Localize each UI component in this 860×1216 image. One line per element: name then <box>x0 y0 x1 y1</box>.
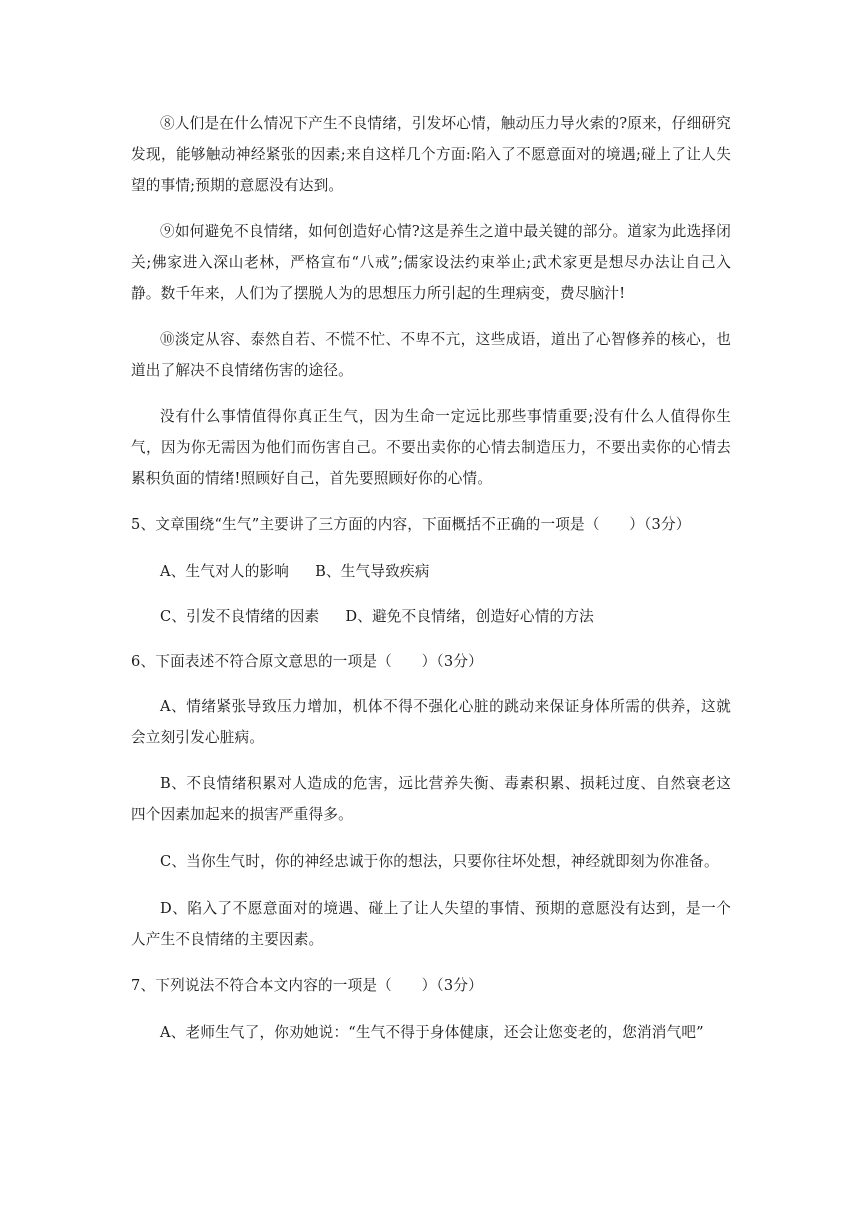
question-5-option-c: C、引发不良情绪的因素 <box>160 608 320 625</box>
question-6-option-b: B、不良情绪积累对人造成的危害，远比营养失衡、毒素积累、损耗过度、自然衰老这四个因素加起来的损害严重得多。 <box>131 775 731 823</box>
question-5-option-b: B、生气导致疾病 <box>315 563 430 580</box>
question-5-stem: 5、文章围绕“生气”主要讲了三方面的内容，下面概括不正确的一项是（ ）（3分） <box>131 516 691 533</box>
question-5-option-a: A、生气对人的影响 <box>160 563 290 580</box>
question-6-option-a: A、情绪紧张导致压力增加，机体不得不强化心脏的跳动来保证身体所需的供养，这就会立刻引发心脏病。 <box>131 698 731 746</box>
paragraph-9: ⑨如何避免不良情绪，如何创造好心情?这是养生之道中最关键的部分。道家为此选择闭关;佛家进入深山老林，严格宣布“八戒”;儒家设法约束举止;武术家更是想尽办法让自己入静。数千年来，人们为了摆脱人为的思想压力所引起的生理病变，费尽脑汁! <box>131 223 731 302</box>
paragraph-10: ⑩淡定从容、泰然自若、不慌不忙、不卑不亢，这些成语，道出了心智修养的核心，也道出了解决不良情绪伤害的途径。 <box>131 331 731 379</box>
question-7-stem: 7、下列说法不符合本文内容的一项是（ ）（3分） <box>131 977 483 994</box>
paragraph-conclusion: 没有什么事情值得你真正生气，因为生命一定远比那些事情重要;没有什么人值得你生气，因为你无需因为他们而伤害自己。不要出卖你的心情去制造压力，不要出卖你的心情去累积负面的情绪!照顾好自己，首先要照顾好你的心情。 <box>131 408 731 487</box>
question-6-option-c: C、当你生气时，你的神经忠诚于你的想法，只要你往坏处想，神经就即刻为你准备。 <box>160 853 719 870</box>
question-5-options-row-1 <box>160 556 430 587</box>
question-5-options-row-2 <box>160 601 594 632</box>
paragraph-8: ⑧人们是在什么情况下产生不良情绪，引发坏心情，触动压力导火索的?原来，仔细研究发现，能够触动神经紧张的因素;来自这样几个方面:陷入了不愿意面对的境遇;碰上了让人失望的事情;预期的意愿没有达到。 <box>131 115 731 194</box>
question-6-stem: 6、下面表述不符合原文意思的一项是（ ）（3分） <box>131 653 483 670</box>
question-6-option-d: D、陷入了不愿意面对的境遇、碰上了让人失望的事情、预期的意愿没有达到，是一个人产生不良情绪的主要因素。 <box>131 900 731 948</box>
question-5-option-d: D、避免不良情绪，创造好心情的方法 <box>345 608 594 625</box>
question-7-option-a: A、老师生气了，你劝她说：“生气不得于身体健康，还会让您变老的，您消消气吧” <box>160 1024 704 1041</box>
